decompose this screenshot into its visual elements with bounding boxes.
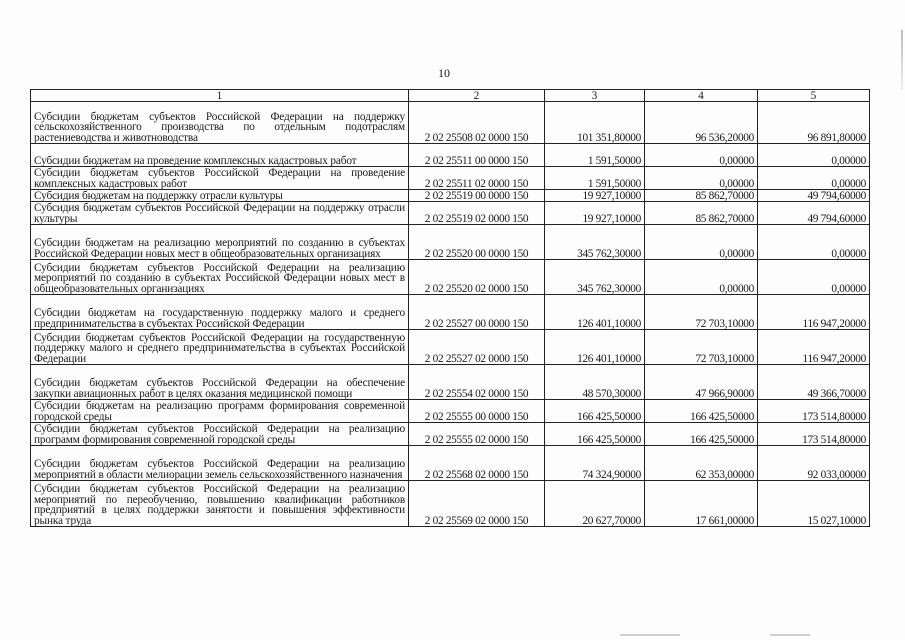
row-name: Субсидии бюджетам субъектов Российской Федерации на государственную поддержку малого и среднего предпринимательства в субъектах Российской Федерации [31,330,409,365]
budget-revenue-table [30,89,870,527]
row-value-col3: 126 401,10000 [545,295,645,330]
row-value-col3: 74 324,90000 [545,446,645,481]
table-row [31,144,870,167]
row-value-col5: 0,00000 [758,260,870,295]
row-code: 2 02 25527 00 0000 150 [409,295,545,330]
row-value-col3: 166 425,50000 [545,423,645,446]
row-value-col5: 15 027,10000 [758,481,870,527]
row-code: 2 02 25554 02 0000 150 [409,365,545,400]
row-value-col3: 345 762,30000 [545,260,645,295]
row-value-col4: 17 661,00000 [645,481,758,527]
row-code: 2 02 25511 00 0000 150 [409,144,545,167]
table-row [31,446,870,481]
row-value-col3: 1 591,50000 [545,144,645,167]
column-header: 2 [409,90,545,102]
table-row [31,202,870,225]
row-value-col3: 166 425,50000 [545,400,645,423]
column-header: 3 [545,90,645,102]
row-value-col3: 19 927,10000 [545,202,645,225]
row-value-col3: 1 591,50000 [545,167,645,190]
row-value-col3: 20 627,70000 [545,481,645,527]
row-value-col4: 72 703,10000 [645,295,758,330]
row-value-col3: 48 570,30000 [545,365,645,400]
row-name: Субсидии бюджетам субъектов Российской Федерации на поддержку сельскохозяйственного производства по отдельным подотраслям растениеводства и животноводства [31,102,409,144]
row-code: 2 02 25508 02 0000 150 [409,102,545,144]
table-row [31,102,870,144]
table-row [31,225,870,260]
row-code: 2 02 25511 02 0000 150 [409,167,545,190]
row-name: Субсидии бюджетам субъектов Российской Федерации на реализацию мероприятий по переобучению, повышению квалификации работников предприятий в целях поддержки занятости и повышения эффективности рынка труда [31,481,409,527]
row-value-col5: 0,00000 [758,225,870,260]
column-header: 4 [645,90,758,102]
row-code: 2 02 25568 02 0000 150 [409,446,545,481]
row-value-col5: 49 366,70000 [758,365,870,400]
table-row [31,400,870,423]
row-value-col5: 173 514,80000 [758,423,870,446]
column-header: 5 [758,90,870,102]
row-value-col4: 166 425,50000 [645,423,758,446]
row-value-col4: 0,00000 [645,167,758,190]
row-name: Субсидии бюджетам субъектов Российской Федерации на реализацию мероприятий по созданию в субъектах Российской Федерации новых мест в общеобразовательных организациях [31,260,409,295]
table-row [31,260,870,295]
row-value-col3: 101 351,80000 [545,102,645,144]
column-header: 1 [31,90,409,102]
row-value-col5: 173 514,80000 [758,400,870,423]
row-value-col5: 116 947,20000 [758,330,870,365]
row-code: 2 02 25520 02 0000 150 [409,260,545,295]
row-name: Субсидии бюджетам субъектов Российской Федерации на реализацию мероприятий в области мелиорации земель сельскохозяйственного назначения [31,446,409,481]
row-name: Субсидии бюджетам субъектов Российской Федерации на проведение комплексных кадастровых работ [31,167,409,190]
row-code: 2 02 25519 02 0000 150 [409,202,545,225]
row-value-col5: 0,00000 [758,144,870,167]
row-name: Субсидии бюджетам субъектов Российской Федерации на обеспечение закупки авиационных работ в целях оказания медицинской помощи [31,365,409,400]
row-code: 2 02 25519 00 0000 150 [409,190,545,202]
row-value-col5: 49 794,60000 [758,190,870,202]
row-name: Субсидии бюджетам на реализацию мероприятий по созданию в субъектах Российской Федерации новых мест в общеобразовательных организациях [31,225,409,260]
table-row [31,295,870,330]
table-row [31,330,870,365]
row-value-col5: 0,00000 [758,167,870,190]
row-name: Субсидии бюджетам на проведение комплексных кадастровых работ [31,144,409,167]
row-name: Субсидии бюджетам на государственную поддержку малого и среднего предпринимательства в субъектах Российской Федерации [31,295,409,330]
scan-artifact [620,634,680,636]
table-row [31,190,870,202]
row-value-col4: 72 703,10000 [645,330,758,365]
row-value-col4: 0,00000 [645,260,758,295]
row-name: Субсидия бюджетам субъектов Российской Федерации на поддержку отрасли культуры [31,202,409,225]
row-value-col5: 92 033,00000 [758,446,870,481]
row-value-col3: 19 927,10000 [545,190,645,202]
row-value-col5: 49 794,60000 [758,202,870,225]
row-value-col4: 96 536,20000 [645,102,758,144]
scan-artifact [770,634,810,636]
row-value-col3: 126 401,10000 [545,330,645,365]
row-code: 2 02 25520 00 0000 150 [409,225,545,260]
table-row [31,481,870,527]
row-code: 2 02 25569 02 0000 150 [409,481,545,527]
row-name: Субсидия бюджетам на поддержку отрасли культуры [31,190,409,202]
row-value-col4: 0,00000 [645,225,758,260]
row-value-col3: 345 762,30000 [545,225,645,260]
row-value-col5: 116 947,20000 [758,295,870,330]
table-row [31,423,870,446]
row-value-col4: 47 966,90000 [645,365,758,400]
row-code: 2 02 25527 02 0000 150 [409,330,545,365]
row-name: Субсидии бюджетам субъектов Российской Федерации на реализацию программ формирования современной городской среды [31,423,409,446]
table-header-row [31,90,870,102]
page-number: 10 [438,66,450,80]
row-value-col4: 62 353,00000 [645,446,758,481]
row-value-col4: 0,00000 [645,144,758,167]
row-value-col4: 85 862,70000 [645,202,758,225]
table-row [31,365,870,400]
row-code: 2 02 25555 02 0000 150 [409,423,545,446]
row-value-col4: 85 862,70000 [645,190,758,202]
row-name: Субсидии бюджетам на реализацию программ формирования современной городской среды [31,400,409,423]
table-row [31,167,870,190]
row-value-col4: 166 425,50000 [645,400,758,423]
row-value-col5: 96 891,80000 [758,102,870,144]
row-code: 2 02 25555 00 0000 150 [409,400,545,423]
scan-edge-mark [901,30,903,90]
